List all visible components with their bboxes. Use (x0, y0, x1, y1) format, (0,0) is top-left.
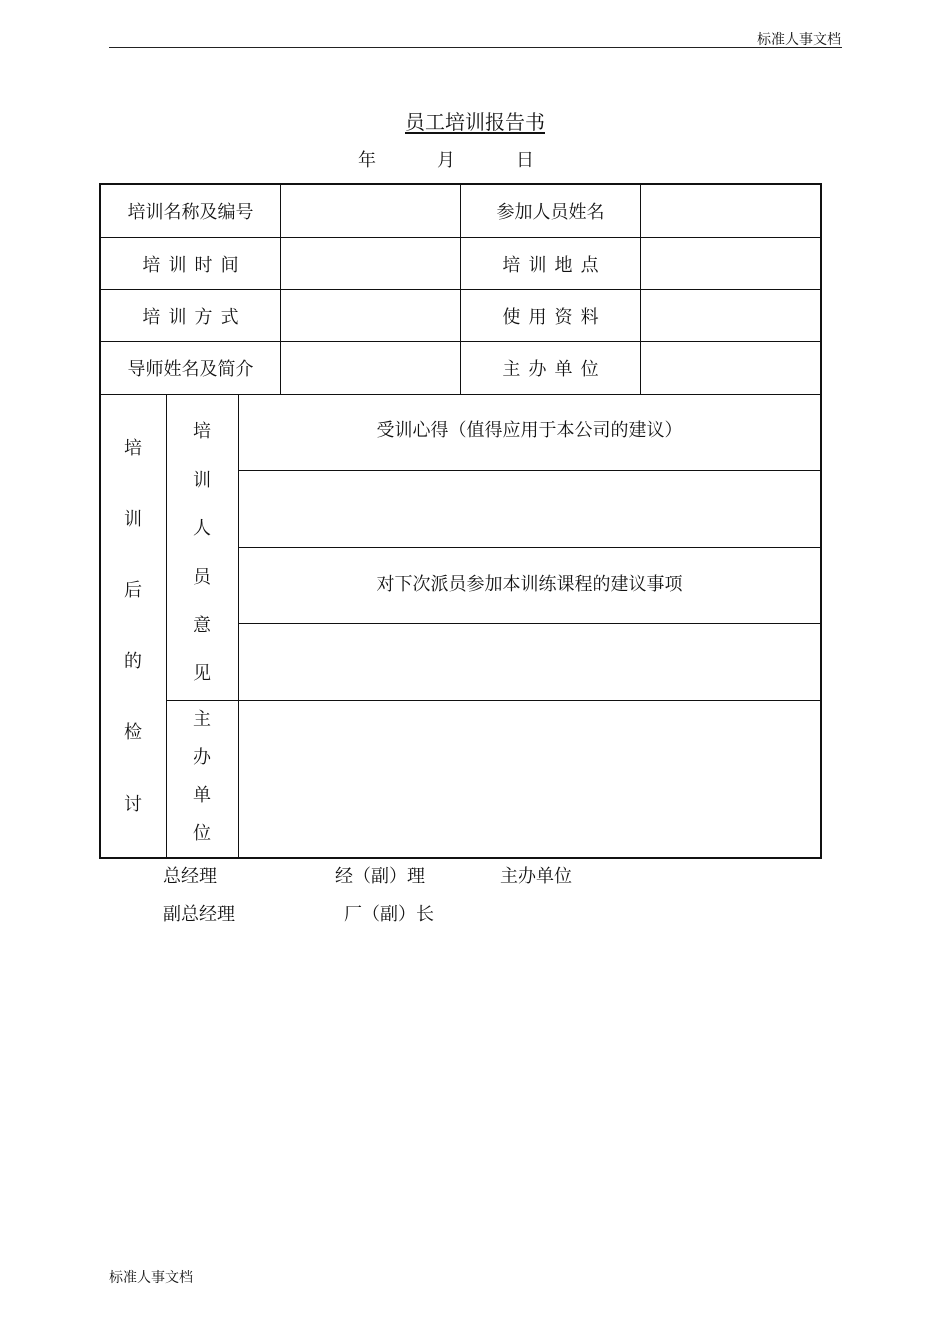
label-training-location: 培训地点 (502, 254, 607, 276)
trainee-opinion-label-char: 见 (193, 663, 211, 684)
label-instructor: 导师姓名及简介 (127, 359, 254, 380)
field-training-location[interactable] (641, 238, 820, 289)
grid-line (101, 394, 820, 395)
trainee-opinion-label-char: 人 (193, 518, 211, 539)
signature-organizer: 主办单位 (500, 866, 572, 887)
training-report-form (99, 183, 822, 859)
grid-line (238, 547, 820, 548)
label-participant-names: 参加人员姓名 (496, 202, 605, 223)
review-section-label-char: 后 (124, 580, 142, 601)
label-materials-used: 使用资料 (502, 306, 607, 328)
review-section-label-char: 的 (124, 651, 142, 672)
organizer-opinion-label-char: 位 (193, 823, 211, 844)
field-training-name[interactable] (281, 185, 460, 237)
field-materials-used[interactable] (641, 290, 820, 341)
review-section-label-char: 检 (124, 722, 142, 743)
organizer-opinion-label-char: 单 (193, 785, 211, 806)
trainee-opinion-label-char: 员 (193, 567, 211, 588)
trainee-opinion-label-char: 培 (193, 421, 211, 442)
field-training-method[interactable] (281, 290, 460, 341)
signature-factory-director: 厂（副）长 (344, 904, 434, 925)
heading-future-suggestions: 对下次派员参加本训练课程的建议事项 (376, 574, 683, 595)
organizer-opinion-label-char: 主 (193, 709, 211, 730)
label-organizer: 主办单位 (502, 359, 607, 380)
date-year: 年 (358, 150, 376, 171)
document-title (0, 106, 950, 135)
review-section-label-char: 培 (124, 438, 142, 459)
header-rule (109, 47, 842, 48)
label-training-method: 培训方式 (142, 306, 247, 328)
signature-deputy-manager: 经（副）理 (335, 866, 425, 887)
field-organizer-opinion[interactable] (239, 701, 820, 857)
field-training-insights[interactable] (239, 471, 820, 547)
grid-line (166, 394, 167, 857)
field-organizer[interactable] (641, 342, 820, 394)
review-section-label-char: 讨 (124, 794, 142, 815)
heading-training-insights: 受训心得（值得应用于本公司的建议） (376, 420, 683, 441)
field-training-time[interactable] (281, 238, 460, 289)
organizer-opinion-label-char: 办 (193, 747, 211, 768)
review-section-label-char: 训 (124, 509, 142, 530)
page-header: 标准人事文档 (757, 32, 841, 48)
page-footer: 标准人事文档 (109, 1270, 193, 1286)
field-future-suggestions[interactable] (239, 624, 820, 700)
date-month: 月 (437, 150, 455, 171)
signature-deputy-general-manager: 副总经理 (163, 904, 235, 925)
field-instructor[interactable] (281, 342, 460, 394)
field-participant-names[interactable] (641, 185, 820, 237)
label-training-name: 培训名称及编号 (127, 202, 254, 223)
date-day: 日 (516, 150, 534, 171)
trainee-opinion-label-char: 训 (193, 470, 211, 491)
label-training-time: 培训时间 (142, 254, 247, 276)
document-title-text: 员工培训报告书 (405, 110, 545, 134)
signature-general-manager: 总经理 (163, 866, 217, 887)
trainee-opinion-label-char: 意 (193, 615, 211, 636)
